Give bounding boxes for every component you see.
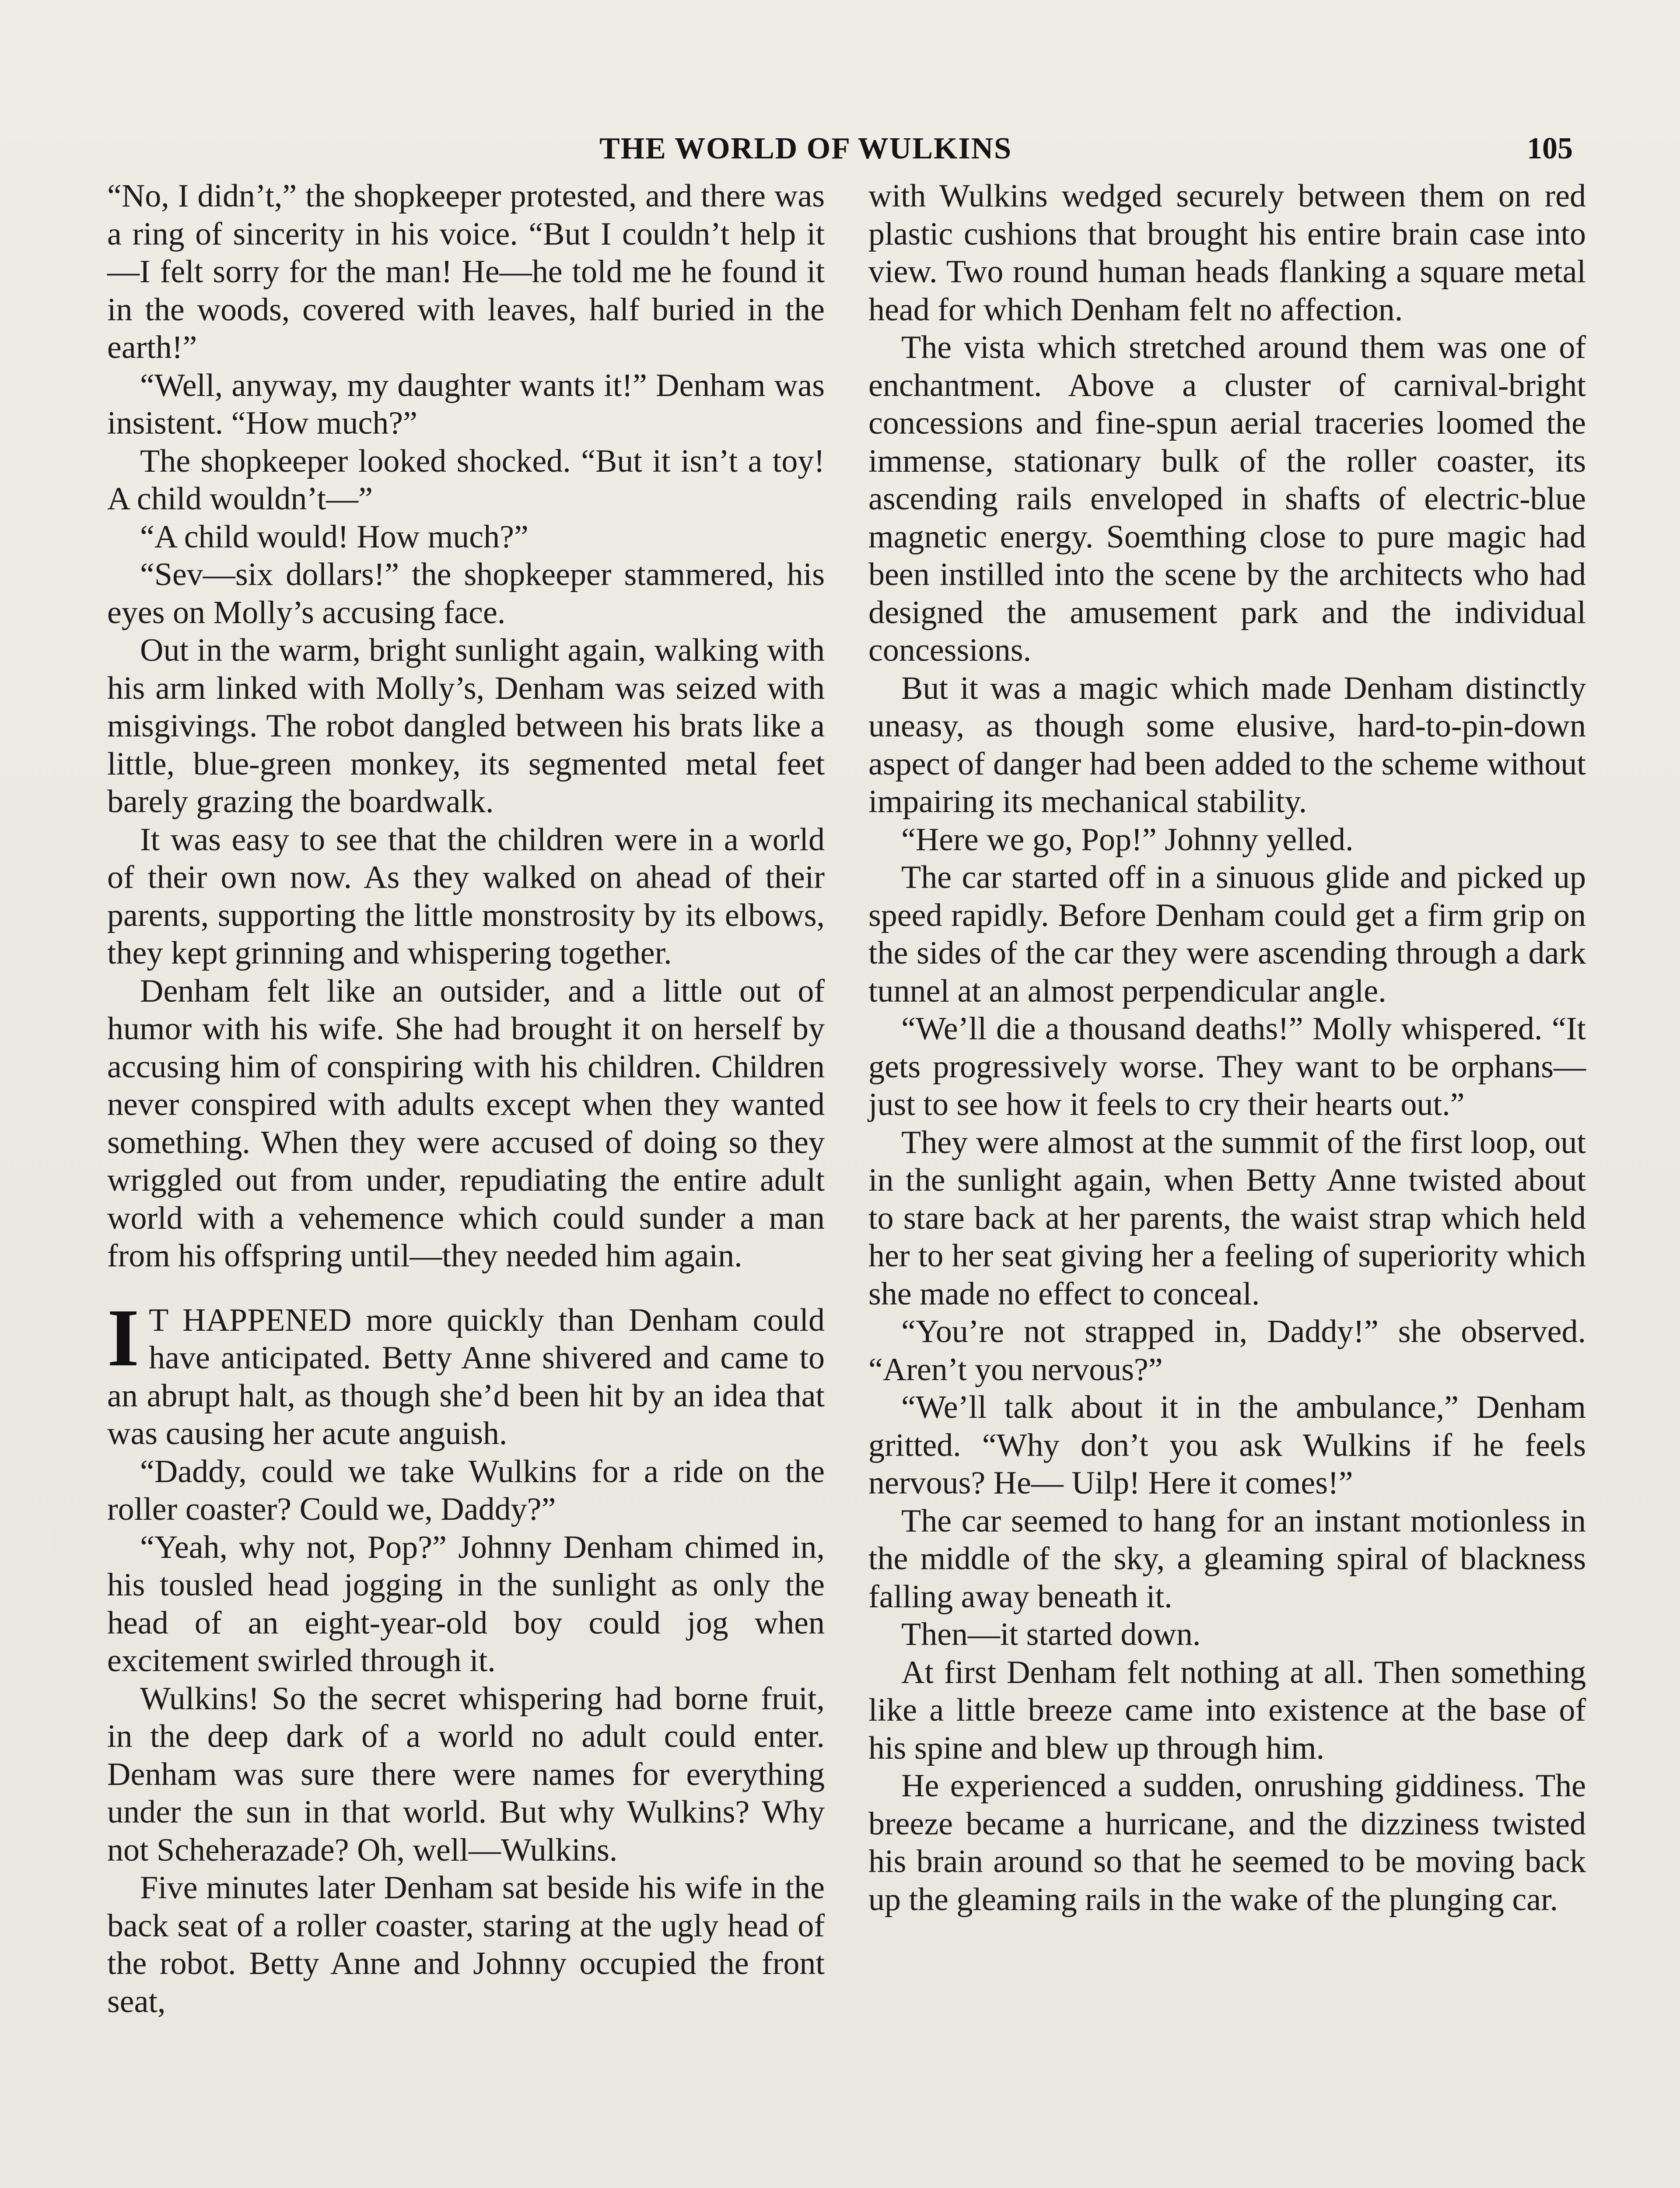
paragraph: “Sev—six dollars!” the shopkeeper stammered, his eyes on Molly’s accusing face.: [107, 557, 825, 631]
page-number: 105: [1527, 132, 1573, 165]
paragraph: It was easy to see that the children were in a world of their own now. As they walked on ahead of their parents, supporting the little monstrosity by its elbows, they kept grinning and whispering together.: [107, 821, 825, 971]
running-title: THE WORLD OF WULKINS: [599, 132, 1012, 165]
running-header: [599, 131, 1573, 179]
paragraph: They were almost at the summit of the first loop, out in the sunlight again, when Betty Anne twisted about to stare back at her parents, the waist strap which held her to her seat giving her a feeling of superiority which she made no effect to conceal.: [868, 1124, 1586, 1312]
left-column: [107, 177, 825, 2020]
right-column: [868, 177, 1586, 1918]
paragraph: “Well, anyway, my daughter wants it!” Denham was insistent. “How much?”: [107, 367, 825, 441]
paragraph: Then—it started down.: [901, 1616, 1201, 1652]
paragraph: with Wulkins wedged securely between them on red plastic cushions that brought his entire brain case into view. Two round human heads flanking a square metal head for which Denham felt no affection.: [868, 178, 1586, 328]
paragraph: “A child would! How much?”: [140, 519, 528, 555]
paragraph: “Daddy, could we take Wulkins for a ride on the roller coaster? Could we, Daddy?”: [107, 1453, 825, 1527]
paragraph: “Yeah, why not, Pop?” Johnny Denham chimed in, his tousled head jogging in the sunlight as only the head of an eight-year-old boy could jog when excitement swirled through it.: [107, 1529, 825, 1679]
paragraph: At first Denham felt nothing at all. Then something like a little breeze came into existence at the base of his spine and blew up through him.: [868, 1654, 1586, 1766]
paragraph: The car seemed to hang for an instant motionless in the middle of the sky, a gleaming spiral of blackness falling away beneath it.: [868, 1503, 1586, 1615]
paragraph: Wulkins! So the secret whispering had borne fruit, in the deep dark of a world no adult could enter. Denham was sure there were names for everything under the sun in that world. But why Wulkins? Why not Scheherazade? Oh, well—Wulkins.: [107, 1680, 825, 1868]
paragraph-text: more quickly than Denham could have anticipated. Betty Anne shivered and came to an abrupt halt, as though she’d been hit by an idea that was causing her acute anguish.: [107, 1302, 825, 1452]
paragraph: The car started off in a sinuous glide and picked up speed rapidly. Before Denham could get a firm grip on the sides of the car they were ascending through a dark tunnel at an almost perpendicular angle.: [868, 859, 1586, 1009]
paragraph: But it was a magic which made Denham distinctly uneasy, as though some elusive, hard-to-pin-down aspect of danger had been added to the scheme without impairing its mechanical stability.: [868, 670, 1586, 820]
paragraph: The vista which stretched around them was one of enchantment. Above a cluster of carnival-bright concessions and fine-spun aerial traceries loomed the immense, stationary bulk of the roller coaster, its ascending rails enveloped in shafts of electric-blue magnetic energy. Soemthing close to pure magic had been instilled into the scene by the architects who had designed the amusement park and the individual concessions.: [868, 330, 1586, 668]
drop-cap: I: [107, 1291, 140, 1383]
paragraph: He experienced a sudden, onrushing giddiness. The breeze became a hurricane, and the dizziness twisted his brain around so that he seemed to be moving back up the gleaming rails in the wake of the plunging car.: [868, 1768, 1586, 1918]
section-opening-paragraph: [107, 1291, 825, 1453]
paragraph: “No, I didn’t,” the shopkeeper protested, and there was a ring of sincerity in his voice. “But I couldn’t help it—I felt sorry for the man! He—he told me he found it in the woods, covered with leaves, half buried in the earth!”: [107, 178, 825, 365]
paragraph: “You’re not strapped in, Daddy!” she observed. “Aren’t you nervous?”: [868, 1314, 1586, 1388]
paragraph: “We’ll die a thousand deaths!” Molly whispered. “It gets progressively worse. They want to be orphans—just to see how it feels to cry their hearts out.”: [868, 1011, 1586, 1122]
paragraph: “Here we go, Pop!” Johnny yelled.: [901, 821, 1354, 858]
paragraph: “We’ll talk about it in the ambulance,” Denham gritted. “Why don’t you ask Wulkins if he feels nervous? He— Uilp! Here it comes!”: [868, 1389, 1586, 1501]
paragraph: The shopkeeper looked shocked. “But it isn’t a toy! A child wouldn’t—”: [107, 443, 825, 517]
section-break: [107, 1275, 825, 1301]
paragraph: Out in the warm, bright sunlight again, walking with his arm linked with Molly’s, Denham was seized with misgivings. The robot dangled between his brats like a little, blue-green monkey, its segmented metal feet barely grazing the boardwalk.: [107, 632, 825, 820]
paragraph: Five minutes later Denham sat beside his wife in the back seat of a roller coaster, staring at the ugly head of the robot. Betty Anne and Johnny occupied the front seat,: [107, 1870, 825, 2020]
paragraph: Denham felt like an outsider, and a little out of humor with his wife. She had brought it on herself by accusing him of conspiring with his children. Children never conspired with adults except when they wanted something. When they were accused of doing so they wriggled out from under, repudiating the entire adult world with a vehemence which could sunder a man from his offspring until—they needed him again.: [107, 973, 825, 1274]
lead-in-caps: T HAPPENED: [149, 1302, 352, 1338]
